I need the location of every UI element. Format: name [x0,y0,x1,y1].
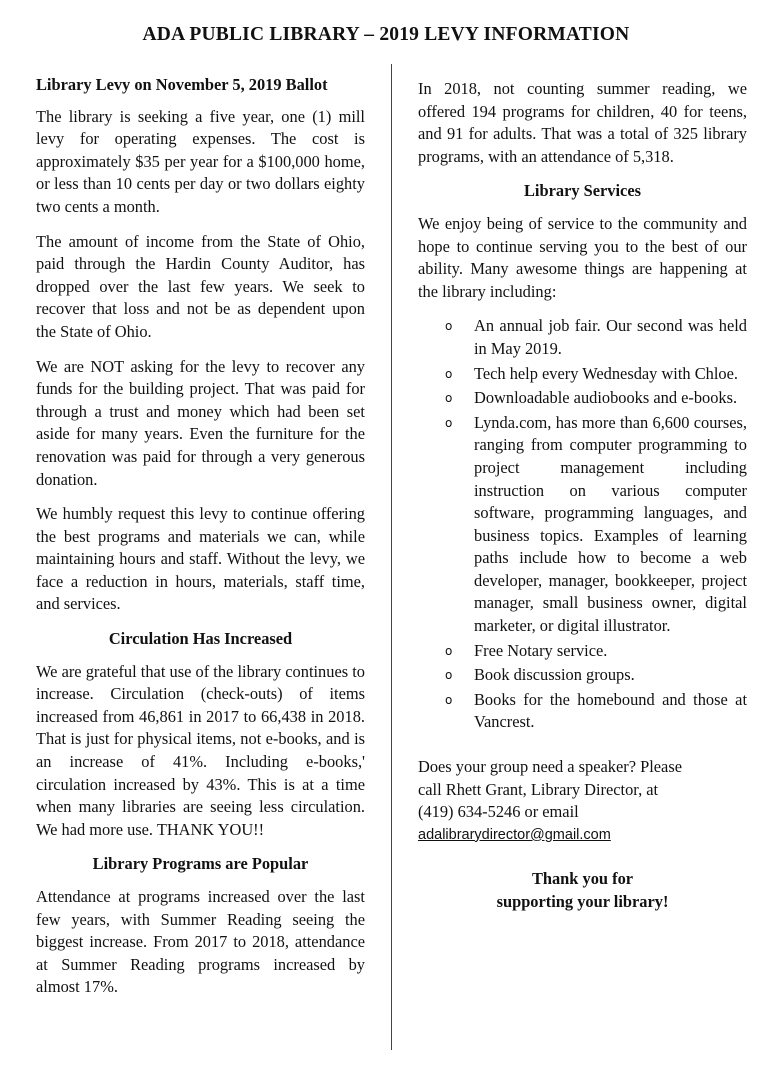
list-item: o An annual job fair. Our second was held in May 2019. [445,316,747,358]
bullet-icon: o [445,415,453,430]
programs-heading: Library Programs are Popular [92,854,309,874]
speaker-contact [418,756,747,846]
page-title: ADA PUBLIC LIBRARY – 2019 LEVY INFORMATION [142,24,630,45]
levy-paragraph-4: We humbly request this levy to continue offering the best programs and materials we can, while maintaining hours and staff. Without the levy, we face a reduction in hours, materials, staff time, and services. [36,504,365,614]
circulation-heading: Circulation Has Increased [108,629,293,649]
services-list [418,315,747,734]
director-email-link[interactable]: adalibrarydirector@gmail.com [418,826,611,843]
programs-paragraph-1: Attendance at programs increased over the last few years, with Summer Reading seeing the biggest increase. From 2017 to 2018, attendance at Summer Reading programs increased by almost 17%. [36,887,365,997]
bullet-icon: o [445,692,453,707]
circulation-paragraph: We are grateful that use of the library continues to increase. Circulation (check-outs) of items increased from 46,861 in 2017 to 66,438 in 2018. That is just for physical items, not e-books, and is an increase of 41%. Including e-books,' circulation increased by 43%. This is at a time when many libraries are seeing less circulation. We had more use. THANK YOU!! [36,661,365,839]
speaker-line-2: call Rhett Grant, Library Director, at [418,779,659,799]
speaker-line-1: Does your group need a speaker? Please [418,757,682,777]
bullet-icon: o [445,668,453,683]
services-intro: We enjoy being of service to the community and hope to continue serving you to the best of our ability. Many awesome things are happening at the library including: [418,213,747,301]
list-item: o Tech help every Wednesday with Chloe. [418,363,747,386]
bullet-icon: o [445,319,453,334]
list-item: o Downloadable audiobooks and e-books. [418,387,747,410]
levy-paragraph-3: We are NOT asking for the levy to recover any funds for the building project. That was paid for through a trust and money which had been set aside for many years. Even the furniture for the renovation was paid for through a very generous donation. [36,356,365,489]
bullet-icon: o [445,643,453,658]
services-heading: Library Services [524,181,641,201]
levy-paragraph-1: The library is seeking a five year, one (1) mill levy for operating expenses. The cost is approximately $35 per year for a $100,000 home, or less than 10 cents per day or two dollars eighty two cents a month. [36,106,365,216]
list-item: o Books for the homebound and those at Vancrest. [445,689,747,732]
thanks-line-2: supporting your library! [496,892,669,911]
thanks-line-1: Thank you for [531,869,634,889]
programs-paragraph-2: In 2018, not counting summer reading, we offered 194 programs for children, 40 for teens, and 91 for adults. That was a total of 325 library programs, with an attendance of 5,318. [418,79,747,166]
left-column [36,74,365,1011]
levy-heading: Library Levy on November 5, 2019 Ballot [36,75,328,94]
list-item: o Book discussion groups. [418,664,747,687]
list-item: o Lynda.com, has more than 6,600 courses, ranging from computer programming to project management including instruction on various computer software, programming languages, and business topics. Examples of learning paths include how to become a web developer, manager, bookkeeper, project manager, small business owner, digital marketer, or digital illustrator. [445,412,747,636]
bullet-icon: o [445,366,453,381]
right-column [418,78,747,914]
bullet-icon: o [445,391,453,406]
speaker-line-3: (419) 634-5246 or email [418,802,579,822]
list-item: o Free Notary service. [418,640,747,663]
levy-paragraph-2: The amount of income from the State of Ohio, paid through the Hardin County Auditor, has dropped over the last few years. We seek to recover that loss and not be as dependent upon the State of Ohio. [36,231,365,341]
column-divider [391,64,392,1050]
thank-you-message [418,868,747,913]
